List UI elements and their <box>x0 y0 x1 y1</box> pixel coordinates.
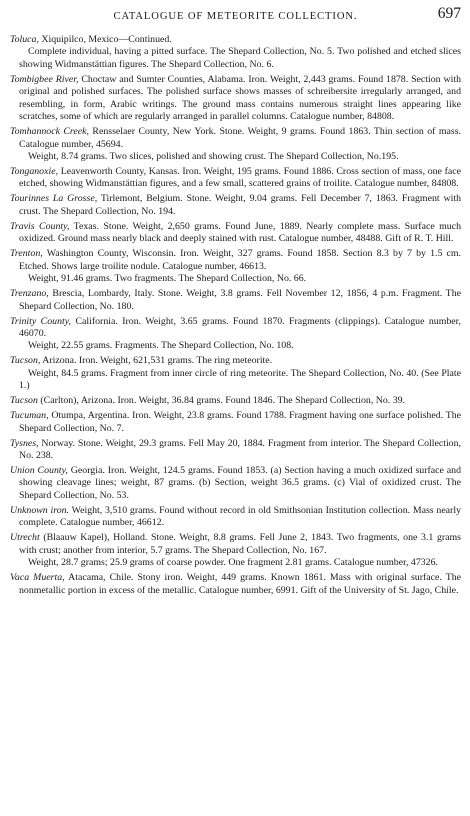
entry-description: Choctaw and Sumter Counties, Alabama. Iron. Weight, 2,443 grams. Found 1878. Section with original and polished surfaces. The polished surface shows masses of schreibersite irregularly arranged, and resembling, in form, Arabic writings. The ground mass contains numerous straight lines appearing like scratches, some of which are regularly arranged in parallel columns. Catalogue number, 84808. <box>19 73 461 123</box>
catalogue-entry <box>10 166 461 191</box>
page-header <box>10 4 461 34</box>
meteorite-name: Unknown iron. <box>10 504 69 516</box>
entry-description: Arizona. Iron. Weight, 621,531 grams. The ring meteorite. <box>40 355 273 367</box>
catalogue-entry <box>10 193 461 218</box>
catalogue-entries <box>10 34 461 597</box>
meteorite-name: Vaca Muerta, <box>10 572 65 584</box>
entry-description: Norway. Stone. Weight, 29.3 grams. Fell May 20, 1884. Fragment from interior. The Shepard Collection, No. 238. <box>19 437 461 462</box>
entry-description: Rensselaer County, New York. Stone. Weight, 9 grams. Found 1863. Thin section of mass. Catalogue number, 45694. <box>19 126 462 150</box>
entry-description: Brescia, Lombardy, Italy. Stone. Weight, 3.8 grams. Fell November 12, 1856, 4 p.m. Fragment. The Shepard Collection, No. 180. <box>19 288 461 312</box>
running-title: CATALOGUE OF METEORITE COLLECTION. <box>113 11 358 22</box>
catalogue-entry <box>10 572 461 597</box>
meteorite-name: Trenzano, <box>10 288 49 300</box>
catalogue-entry <box>10 316 461 353</box>
catalogue-entry <box>10 248 461 285</box>
entry-description: Georgia. Iron. Weight, 124.5 grams. Found 1853. (a) Section having a much oxidized surface and showing cleavage lines; weight, 87 grams. (b) Section, weight 36.5 grams. (c) Vial of oxidized crust. The Shepard Collection, No. 53. <box>19 465 461 501</box>
catalogue-entry <box>10 74 461 124</box>
catalogue-entry <box>10 288 461 313</box>
catalogue-entry <box>10 221 461 246</box>
catalogue-entry <box>10 410 461 435</box>
meteorite-name: Toluca, <box>10 34 39 45</box>
entry-description: Washington County, Wisconsin. Iron. Weight, 327 grams. Found 1858. Section 8.3 by 7 by 1.5 cm. Etched. Shows large troilite nodule. Catalogue number, 46613. <box>19 248 461 272</box>
catalogue-entry <box>10 465 461 502</box>
catalogue-entry <box>10 395 461 407</box>
entry-sub-specimen: Complete individual, having a pitted surface. The Shepard Collection, No. 5. Two polished and etched slices showing Widmanstättian figures. The Shepard Collection, No. 6. <box>19 46 461 70</box>
entry-description: Weight, 3,510 grams. Found without record in old Smithsonian Institution collection. Mass nearly complete. Catalogue number, 46612. <box>19 504 461 529</box>
catalogue-entry <box>10 505 461 530</box>
entry-description: Texas. Stone. Weight, 2,650 grams. Found June, 1889. Nearly complete mass. Surface much oxidized. Ground mass nearly black and deeply stained with rust. Catalogue number, 48488. Gift of R. T. Hill. <box>19 220 461 245</box>
entry-sub-specimen: Weight, 8.74 grams. Two slices, polished and showing crust. The Shepard Collection, No.195. <box>28 151 399 163</box>
entry-description: Xiquipilco, Mexico—Continued. <box>38 34 172 45</box>
entry-sub-specimen: Weight, 28.7 grams; 25.9 grams of coarse powder. One fragment 2.81 grams. Catalogue number, 47326. <box>28 557 438 569</box>
page-number: 697 <box>437 5 461 22</box>
catalogue-entry <box>10 126 461 163</box>
meteorite-name: Union County, <box>10 465 68 476</box>
meteorite-name: Tucson <box>10 395 38 407</box>
meteorite-name: Tysnes, <box>10 437 39 449</box>
entry-sub-specimen: Weight, 91.46 grams. Two fragments. The Shepard Collection, No. 66. <box>28 273 307 285</box>
catalogue-entry <box>10 438 461 463</box>
meteorite-name: Tucuman, <box>10 410 49 422</box>
entry-sub-specimen: Weight, 84.5 grams. Fragment from inner circle of ring meteorite. The Shepard Collection, No. 40. (See Plate 1.) <box>19 367 461 392</box>
meteorite-name: Utrecht <box>10 532 40 544</box>
meteorite-name: Tonganoxie, <box>10 166 59 178</box>
meteorite-name: Tomhannock Creek, <box>10 126 89 138</box>
entry-description: Otumpa, Argentina. Iron. Weight, 23.8 grams. Found 1788. Fragment having one surface polished. The Shepard Collection, No. 7. <box>19 410 461 434</box>
catalogue-entry <box>10 34 461 71</box>
catalogue-entry <box>10 532 461 569</box>
meteorite-name: Tourinnes La Grosse, <box>10 193 98 205</box>
meteorite-name: Trenton, <box>10 248 43 260</box>
meteorite-name: Trinity County, <box>10 315 72 327</box>
entry-description: Tirlemont, Belgium. Stone. Weight, 9.04 grams. Fell December 7, 1863. Fragment with crust. The Shepard Collection, No. 194. <box>19 193 461 217</box>
entry-description: (Blaauw Kapel), Holland. Stone. Weight, 8.8 grams. Fell June 2, 1843. Two fragments, one 3.1 grams with crust; another from interior, 5.7 grams. The Shepard Collection, No. 167. <box>19 532 461 556</box>
entry-description: Leavenworth County, Kansas. Iron. Weight, 195 grams. Found 1886. Cross section of mass, one face etched, showing Widmanstättian figures, and a few small, scattered grains of troilite. Catalogue number, 84808. <box>19 166 461 190</box>
entry-description: Atacama, Chile. Stony iron. Weight, 449 grams. Known 1861. Mass with original surface. The nonmetallic portion in excess of the metallic. Catalogue number, 6991. Gift of the University of St. Jago, Chile. <box>19 572 461 596</box>
meteorite-name: Travis County, <box>10 220 70 232</box>
catalogue-entry <box>10 355 461 392</box>
entry-sub-specimen: Weight, 22.55 grams. Fragments. The Shepard Collection, No. 108. <box>28 340 294 352</box>
entry-description: California. Iron. Weight, 3.65 grams. Found 1870. Fragments (clippings). Catalogue number, 46070. <box>19 315 461 339</box>
meteorite-name: Tombigbee River, <box>10 73 79 85</box>
meteorite-name: Tucson, <box>10 355 41 367</box>
entry-description: (Carlton), Arizona. Iron. Weight, 36.84 grams. Found 1846. The Shepard Collection, No. 39. <box>37 395 406 407</box>
